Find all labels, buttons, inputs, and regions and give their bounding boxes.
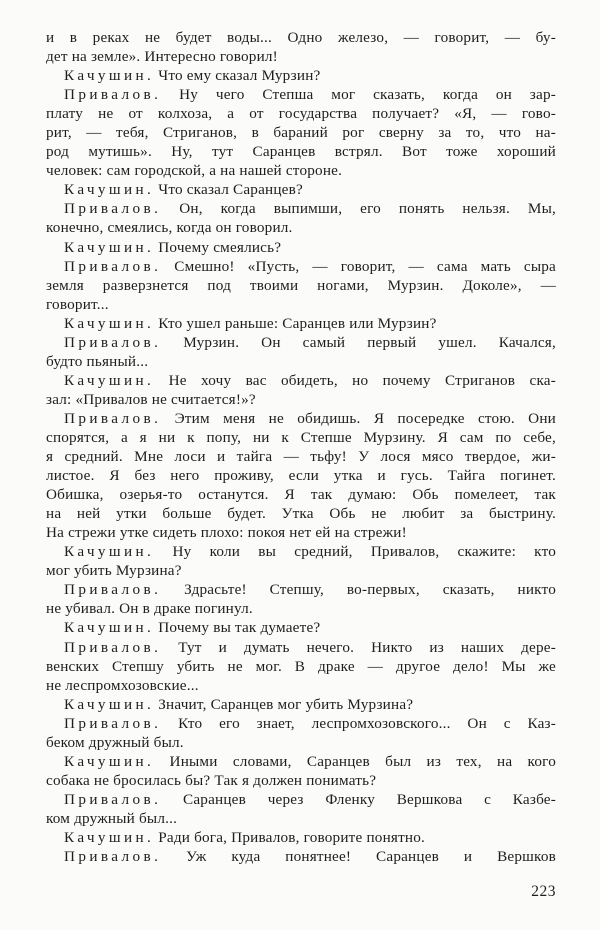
- text-line: Привалов. Этим меня не обидишь. Я посередке стою. Они: [64, 409, 556, 427]
- text-line: будто пьяный...: [46, 352, 149, 370]
- text-line: род мутишь». Ну, тут Саранцев встрял. Вот тоже хороший: [46, 143, 556, 161]
- text-line: Качушин. Почему смеялись?: [64, 238, 282, 256]
- text-line: не убивал. Он в драке погинул.: [46, 600, 253, 618]
- text-line: собака не бросилась бы? Так я должен понимать?: [46, 771, 377, 789]
- speaker-name: Привалов.: [64, 848, 162, 866]
- speaker-name: Привалов.: [64, 790, 162, 808]
- text-line: рит, — тебя, Стриганов, в бараний рог сверну за то, что на-: [46, 124, 556, 142]
- text-line: Обишка, озерья-то останутся. Я так думаю: Обь помелеет, так: [46, 486, 556, 504]
- text-line: земля разверзнется под твоими ногами, Мурзин. Доколе», —: [46, 276, 556, 294]
- text-line: плату не от колхоза, а от государства получает? «Я, — гово-: [46, 105, 556, 123]
- text-line: Привалов. Он, когда выпимши, его понять нельзя. Мы,: [64, 200, 556, 218]
- speaker-name: Качушин.: [64, 695, 155, 713]
- text-block: [46, 28, 556, 866]
- speaker-name: Качушин.: [64, 238, 155, 256]
- text-line: ком дружный был...: [46, 809, 178, 827]
- text-line: Привалов. Тут и думать нечего. Никто из наших дере-: [64, 638, 556, 656]
- speaker-name: Качушин.: [64, 181, 155, 199]
- text-line: Привалов. Мурзин. Он самый первый ушел. Качался,: [64, 333, 556, 351]
- text-line: Качушин. Что ему сказал Мурзин?: [64, 67, 321, 85]
- text-line: спорятся, а я ни к попу, ни к Степше Мурзину. Я сам по себе,: [46, 428, 556, 446]
- speaker-name: Привалов.: [64, 86, 162, 104]
- text-line: листое. Я без него проживу, если утка и гусь. Тайга погинет.: [46, 467, 556, 485]
- text-line: Привалов. Ну чего Степша мог сказать, когда он зар-: [64, 86, 556, 104]
- text-line: и в реках не будет воды... Одно железо, — говорит, — бу-: [46, 29, 556, 46]
- speaker-name: Привалов.: [64, 714, 162, 732]
- text-line: не леспромхозовские...: [46, 676, 199, 694]
- text-line: венских Степшу убить не мог. В драке — другое дело! Мы же: [46, 657, 556, 675]
- speaker-name: Качушин.: [64, 752, 155, 770]
- text-line: зал: «Привалов не считается!»?: [46, 390, 256, 408]
- text-line: Привалов. Уж куда понятнее! Саранцев и Вершков: [64, 848, 556, 866]
- speaker-name: Привалов.: [64, 638, 162, 656]
- text-line: Качушин. Ну коли вы средний, Привалов, скажите: кто: [64, 543, 556, 561]
- text-line: На стрежи утке сидеть плохо: покоя нет ей на стрежи!: [46, 524, 407, 542]
- speaker-name: Привалов.: [64, 200, 162, 218]
- speaker-name: Качушин.: [64, 314, 155, 332]
- text-line: Привалов. Кто его знает, леспромхозовского... Он с Каз-: [64, 714, 556, 732]
- text-line: человек: сам городской, а на нашей стороне.: [46, 162, 343, 180]
- text-line: Качушин. Что сказал Саранцев?: [64, 181, 303, 199]
- text-line: Привалов. Здрасьте! Степшу, во-первых, сказать, никто: [64, 581, 556, 599]
- speaker-name: Качушин.: [64, 67, 155, 85]
- text-line: Привалов. Смешно! «Пусть, — говорит, — сама мать сыра: [64, 257, 556, 275]
- text-line: Качушин. Не хочу вас обидеть, но почему Стриганов ска-: [64, 371, 556, 389]
- text-line: Качушин. Кто ушел раньше: Саранцев или Мурзин?: [64, 314, 437, 332]
- text-line: Качушин. Значит, Саранцев мог убить Мурзина?: [64, 695, 414, 713]
- text-line: беком дружный был.: [46, 733, 184, 751]
- speaker-name: Качушин.: [64, 371, 155, 389]
- text-line: Привалов. Саранцев через Фленку Вершкова с Казбе-: [64, 790, 556, 808]
- text-line: конечно, смеялись, когда он говорил.: [46, 219, 293, 237]
- text-line: Качушин. Иными словами, Саранцев был из тех, на кого: [64, 752, 556, 770]
- speaker-name: Привалов.: [64, 409, 162, 427]
- page-number: 223: [531, 883, 556, 900]
- text-line: Качушин. Почему вы так думаете?: [64, 619, 321, 637]
- text-line: мог убить Мурзина?: [46, 562, 182, 580]
- speaker-name: Привалов.: [64, 257, 162, 275]
- text-line: я средний. Мне лоси и тайга — тьфу! У лося мясо твердое, жи-: [46, 448, 556, 466]
- text-line: Качушин. Ради бога, Привалов, говорите понятно.: [64, 828, 426, 846]
- speaker-name: Качушин.: [64, 543, 155, 561]
- text-line: на ней утки больше будет. Утка Обь не любит за быстрину.: [46, 505, 556, 523]
- speaker-name: Качушин.: [64, 619, 155, 637]
- speaker-name: Привалов.: [64, 581, 162, 599]
- speaker-name: Качушин.: [64, 828, 155, 846]
- text-line: говорит...: [46, 295, 109, 313]
- text-line: дет на земле». Интересно говорил!: [46, 48, 278, 66]
- speaker-name: Привалов.: [64, 333, 162, 351]
